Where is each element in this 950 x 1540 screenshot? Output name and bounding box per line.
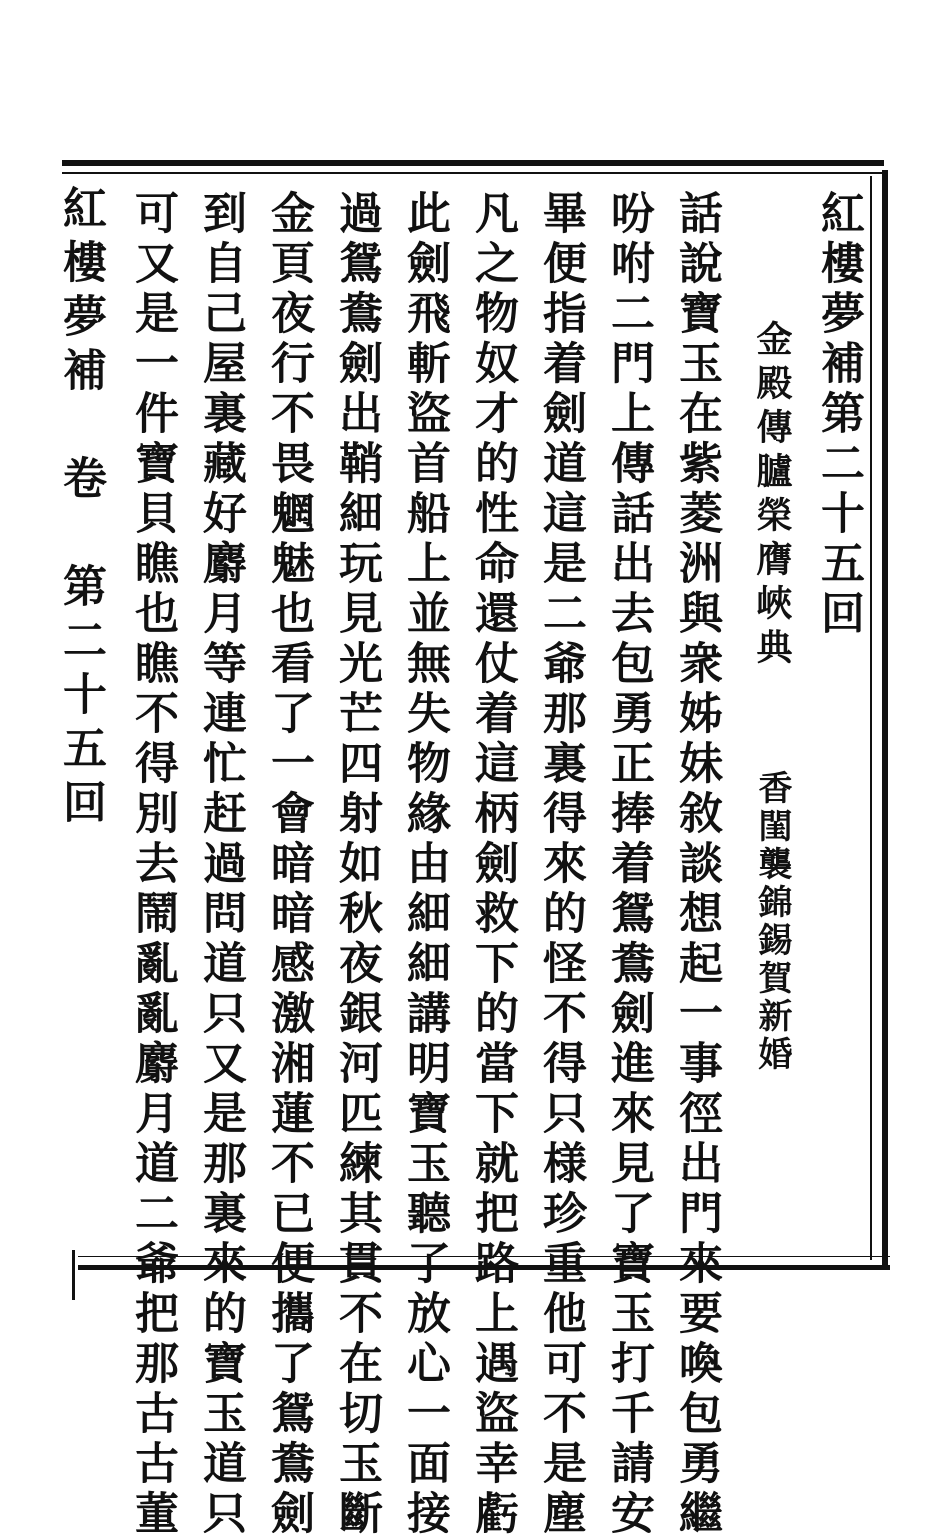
body-line-4: 凡之物奴才的性命還仗着這柄劍救下的當下就把路上遇盜幸虧 <box>467 190 518 1540</box>
chapter-heading: 紅樓夢補第二十五回 <box>813 190 864 640</box>
body-line-1: 話說寶玉在紫菱洲與衆姊妹敘談想起一事徑出門來要喚包勇繼 <box>671 190 722 1540</box>
frame-right-thick-rule <box>882 170 888 1270</box>
body-line-2: 吩咐二門上傳話出去包勇正捧着鴛鴦劍進來見了寶玉打千請安 <box>603 190 654 1540</box>
body-line-9: 可又是一件寶貝瞧也瞧不得別去鬧亂亂麝月道二爺把那古古董 <box>127 190 178 1540</box>
margin-label: 紅樓夢補 卷 第二十五回 <box>55 185 106 833</box>
body-line-5: 此劍飛斬盜首船上並無失物緣由細細講明寶玉聽了放心一面接 <box>399 190 450 1540</box>
frame-top-thin-rule <box>62 172 884 174</box>
frame-top-thick-rule <box>62 160 884 166</box>
chapter-subtitle-top: 金殿傳臚榮膺峽典 <box>751 320 793 672</box>
chapter-subtitle-bottom: 香閨襲錦錫賀新婚 <box>752 770 792 1074</box>
body-line-7: 金頁夜行不畏魍魅也看了一會暗暗感激湘蓮不已便攜了鴛鴦劍 <box>263 190 314 1540</box>
body-line-3: 畢便指着劍道這是二爺那裏得來的怪不得只様珍重他可不是塵 <box>535 190 586 1540</box>
body-line-8: 到自己屋裏藏好麝月等連忙赶過問道只又是那裏來的寶玉道只 <box>195 190 246 1540</box>
body-line-6: 過鴛鴦劍出鞘細玩見光芒四射如秋夜銀河匹練其貫不在切玉斷 <box>331 190 382 1540</box>
frame-left-tick <box>72 1250 75 1300</box>
frame-right-thin-rule <box>870 176 872 1260</box>
